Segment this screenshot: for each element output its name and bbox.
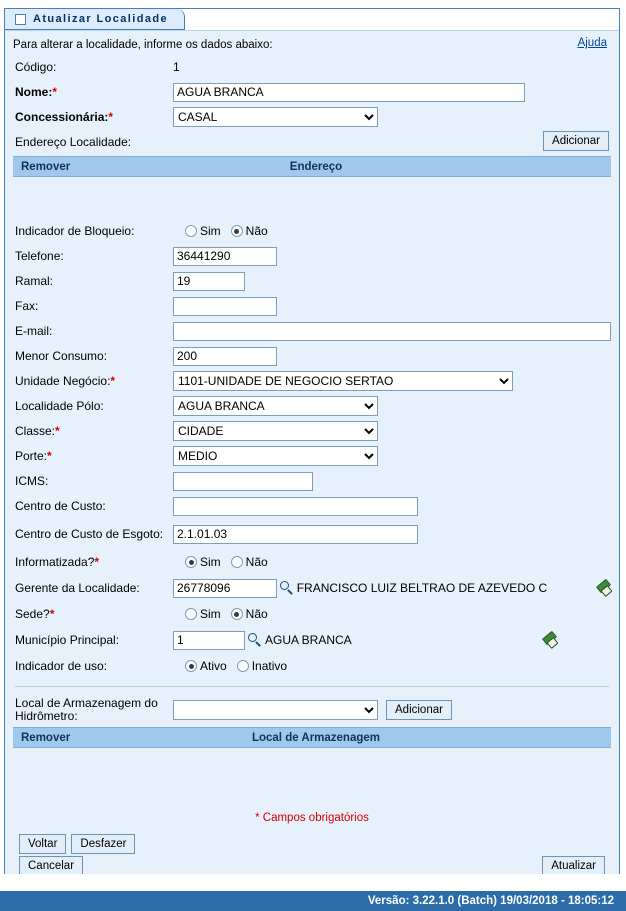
endereco-table-body — [13, 177, 611, 219]
informatizada-label — [13, 555, 173, 569]
local-armazenagem-select[interactable] — [173, 700, 378, 720]
classe-required-mark: * — [55, 424, 60, 438]
row-endereco-localidade — [13, 130, 611, 154]
centro-custo-esgoto-input[interactable] — [173, 525, 418, 544]
row-icms — [13, 469, 611, 493]
indicador-uso-inativo-option[interactable] — [237, 659, 287, 673]
classe-label-text: Classe: — [15, 424, 56, 438]
gerente-label: Gerente da Localidade: — [15, 581, 140, 595]
intro-row — [13, 37, 611, 55]
sede-label-text: Sede? — [15, 607, 50, 621]
porte-select[interactable] — [173, 446, 378, 466]
mandatory-fields-note: * Campos obrigatórios — [255, 812, 369, 824]
row-email — [13, 319, 611, 343]
window-box-icon — [15, 14, 26, 25]
row-ramal — [13, 269, 611, 293]
footer-right — [542, 856, 605, 876]
radio-icon[interactable] — [231, 556, 243, 568]
adicionar-endereco-button[interactable]: Adicionar — [543, 131, 609, 151]
email-input[interactable] — [173, 322, 611, 341]
menor-consumo-input[interactable] — [173, 347, 277, 366]
armazenagem-table-body — [13, 748, 611, 786]
centro-custo-label: Centro de Custo: — [15, 499, 106, 513]
gerente-code-input[interactable] — [173, 579, 277, 598]
telefone-input[interactable] — [173, 247, 277, 266]
municipio-nome-text: AGUA BRANCA — [265, 633, 352, 647]
radio-icon[interactable] — [231, 225, 243, 237]
statusbar — [0, 891, 626, 911]
indicador-uso-label: Indicador de uso: — [15, 659, 108, 673]
row-concessionaria — [13, 105, 611, 129]
localidade-polo-select[interactable] — [173, 396, 378, 416]
centro-custo-esgoto-label: Centro de Custo de Esgoto: — [15, 526, 164, 541]
row-centro-custo-esgoto — [13, 519, 611, 549]
armazenagem-table-header — [13, 727, 611, 748]
radio-icon[interactable] — [185, 660, 197, 672]
informatizada-sim-label: Sim — [200, 555, 221, 569]
row-informatizada — [13, 550, 611, 574]
unidade-negocio-select[interactable] — [173, 371, 513, 391]
row-local-armazenagem — [13, 695, 611, 725]
nome-input[interactable] — [173, 83, 525, 102]
armazenagem-col-local: Local de Armazenagem — [251, 731, 381, 744]
endereco-col-endereco: Endereço — [289, 160, 343, 173]
unidade-negocio-label-text: Unidade Negócio: — [15, 374, 111, 388]
window-title-tab — [5, 9, 185, 30]
concessionaria-select[interactable] — [173, 107, 378, 127]
row-fax — [13, 294, 611, 318]
row-unidade-negocio — [13, 369, 611, 393]
footer-left-row-one — [19, 834, 135, 854]
informatizada-sim-option[interactable] — [185, 555, 221, 569]
unidade-negocio-required-mark: * — [110, 374, 116, 388]
adicionar-armazenagem-button[interactable]: Adicionar — [386, 700, 452, 720]
form-content — [5, 31, 619, 874]
ramal-label: Ramal: — [15, 274, 54, 288]
indicador-uso-inativo-label: Inativo — [251, 659, 288, 673]
statusbar-spacer — [0, 874, 626, 891]
codigo-value: 1 — [173, 60, 180, 74]
radio-icon[interactable] — [231, 608, 243, 620]
icms-label: ICMS: — [15, 474, 49, 488]
indicador-bloqueio-group — [185, 224, 272, 238]
email-label: E-mail: — [15, 324, 53, 338]
concessionaria-label — [13, 110, 173, 124]
indicador-uso-ativo-label: Ativo — [200, 659, 227, 673]
sede-group — [185, 607, 272, 621]
municipio-code-input[interactable] — [173, 631, 245, 650]
row-telefone — [13, 244, 611, 268]
intro-text: Para alterar a localidade, informe os dados abaixo: — [13, 39, 273, 51]
row-centro-custo — [13, 494, 611, 518]
nome-required-mark: * — [52, 85, 58, 99]
porte-label — [13, 449, 173, 463]
concessionaria-label-text: Concessionária: — [15, 110, 109, 124]
row-porte — [13, 444, 611, 468]
form-window — [4, 8, 620, 874]
ramal-input[interactable] — [173, 272, 245, 291]
sede-sim-label: Sim — [200, 607, 221, 621]
nome-label — [13, 85, 173, 99]
search-icon[interactable] — [279, 580, 295, 596]
informatizada-label-text: Informatizada? — [15, 555, 95, 569]
porte-required-mark: * — [47, 449, 52, 463]
porte-label-text: Porte: — [15, 449, 48, 463]
concessionaria-required-mark: * — [108, 110, 114, 124]
eraser-icon[interactable] — [541, 632, 557, 648]
window-titlebar — [5, 9, 619, 31]
indicador-bloqueio-label: Indicador de Bloqueio: — [15, 224, 135, 238]
endereco-table-header — [13, 156, 611, 177]
sede-required-mark: * — [49, 607, 55, 621]
section-divider — [15, 686, 609, 687]
atualizar-button[interactable]: Atualizar — [542, 856, 605, 876]
informatizada-nao-label: Não — [245, 555, 268, 569]
sede-label — [13, 607, 173, 621]
informatizada-required-mark: * — [94, 555, 100, 569]
row-gerente-localidade — [13, 575, 611, 601]
endereco-localidade-label: Endereço Localidade: — [15, 135, 132, 149]
help-link[interactable]: Ajuda — [577, 37, 607, 49]
sede-nao-option[interactable] — [231, 607, 268, 621]
row-indicador-bloqueio — [13, 219, 611, 243]
telefone-label: Telefone: — [15, 249, 64, 263]
informatizada-nao-option[interactable] — [231, 555, 268, 569]
statusbar-version-text: Versão: 3.22.1.0 (Batch) 19/03/2018 - 18:05:12 — [367, 895, 614, 907]
sede-nao-label: Não — [245, 607, 268, 621]
informatizada-group — [185, 555, 272, 569]
voltar-button[interactable]: Voltar — [19, 834, 66, 854]
gerente-nome-text: FRANCISCO LUIZ BELTRAO DE AZEVEDO C — [296, 581, 548, 595]
radio-icon[interactable] — [185, 608, 197, 620]
search-icon[interactable] — [247, 632, 263, 648]
endereco-col-remover: Remover — [21, 160, 71, 173]
radio-icon[interactable] — [185, 225, 197, 237]
indicador-bloqueio-sim-label: Sim — [200, 224, 221, 238]
row-classe — [13, 419, 611, 443]
row-nome — [13, 80, 611, 104]
cancelar-button[interactable]: Cancelar — [19, 856, 83, 876]
classe-select[interactable] — [173, 421, 378, 441]
fax-input[interactable] — [173, 297, 277, 316]
menor-consumo-label: Menor Consumo: — [15, 349, 108, 363]
armazenagem-col-remover: Remover — [21, 731, 71, 744]
unidade-negocio-label — [13, 374, 173, 388]
sede-sim-option[interactable] — [185, 607, 221, 621]
row-menor-consumo — [13, 344, 611, 368]
desfazer-button[interactable]: Desfazer — [71, 834, 135, 854]
row-localidade-polo — [13, 394, 611, 418]
fax-label: Fax: — [15, 299, 39, 313]
indicador-uso-ativo-option[interactable] — [185, 659, 227, 673]
eraser-icon[interactable] — [595, 580, 611, 596]
indicador-bloqueio-sim-option[interactable] — [185, 224, 221, 238]
row-sede — [13, 602, 611, 626]
indicador-uso-group — [185, 659, 291, 673]
indicador-bloqueio-nao-option[interactable] — [231, 224, 268, 238]
footer-left-row-two — [19, 856, 83, 876]
local-armazenagem-label: Local de Armazenagem do Hidrômetro: — [15, 696, 158, 723]
classe-label — [13, 424, 173, 438]
centro-custo-input[interactable] — [173, 497, 418, 516]
icms-input[interactable] — [173, 472, 313, 491]
localidade-polo-label: Localidade Pólo: — [15, 399, 104, 413]
radio-icon[interactable] — [185, 556, 197, 568]
municipio-label: Município Principal: — [15, 633, 120, 647]
row-indicador-uso — [13, 654, 611, 678]
codigo-label: Código: — [15, 60, 57, 74]
window-title-text: Atualizar Localidade — [33, 13, 168, 25]
row-municipio-principal — [13, 627, 611, 653]
row-codigo — [13, 55, 611, 79]
nome-label-text: Nome: — [15, 85, 53, 99]
radio-icon[interactable] — [237, 660, 249, 672]
indicador-bloqueio-nao-label: Não — [245, 224, 268, 238]
